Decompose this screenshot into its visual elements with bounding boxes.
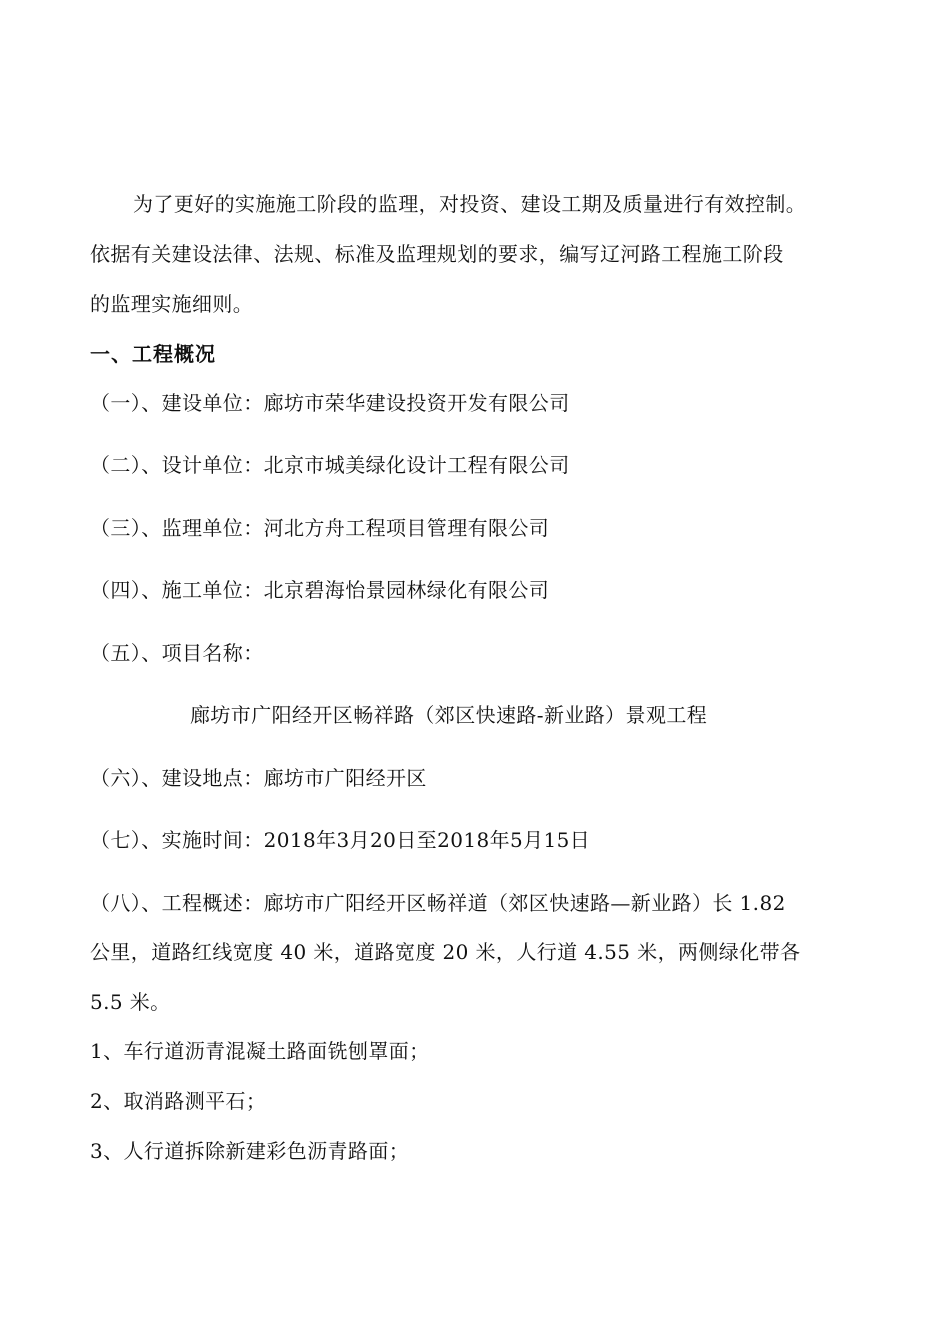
- overview-item-7: （七）、实施时间：2018年3月20日至2018年5月15日: [90, 828, 591, 852]
- intro-line-1: 为了更好的实施施工阶段的监理，对投资、建设工期及质量进行有效控制。: [133, 192, 807, 216]
- intro-line-2: 依据有关建设法律、法规、标准及监理规划的要求，编写辽河路工程施工阶段: [90, 242, 784, 266]
- list-item-1: 1、车行道沥青混凝土路面铣刨罩面；: [90, 1039, 430, 1063]
- overview-item-8-line-2: 公里，道路红线宽度 40 米，道路宽度 20 米，人行道 4.55 米，两侧绿化带各: [90, 940, 801, 964]
- list-item-2: 2、取消路测平石；: [90, 1089, 267, 1113]
- overview-item-5: （五）、项目名称：: [90, 641, 264, 665]
- intro-line-3: 的监理实施细则。: [90, 292, 254, 316]
- overview-item-8-line-1: （八）、工程概述：廊坊市广阳经开区畅祥道（郊区快速路—新业路）长 1.82: [90, 891, 786, 915]
- overview-item-2: （二）、设计单位：北京市城美绿化设计工程有限公司: [90, 453, 570, 477]
- overview-item-1: （一）、建设单位：廊坊市荣华建设投资开发有限公司: [90, 391, 570, 415]
- overview-item-6: （六）、建设地点：廊坊市广阳经开区: [90, 766, 427, 790]
- overview-item-8-line-3: 5.5 米。: [90, 990, 171, 1014]
- overview-item-4: （四）、施工单位：北京碧海怡景园林绿化有限公司: [90, 578, 550, 602]
- section-heading: 一、工程概况: [90, 342, 216, 366]
- list-item-3: 3、人行道拆除新建彩色沥青路面；: [90, 1139, 410, 1163]
- overview-item-3: （三）、监理单位：河北方舟工程项目管理有限公司: [90, 516, 550, 540]
- project-name: 廊坊市广阳经开区畅祥路（郊区快速路-新业路）景观工程: [190, 703, 708, 727]
